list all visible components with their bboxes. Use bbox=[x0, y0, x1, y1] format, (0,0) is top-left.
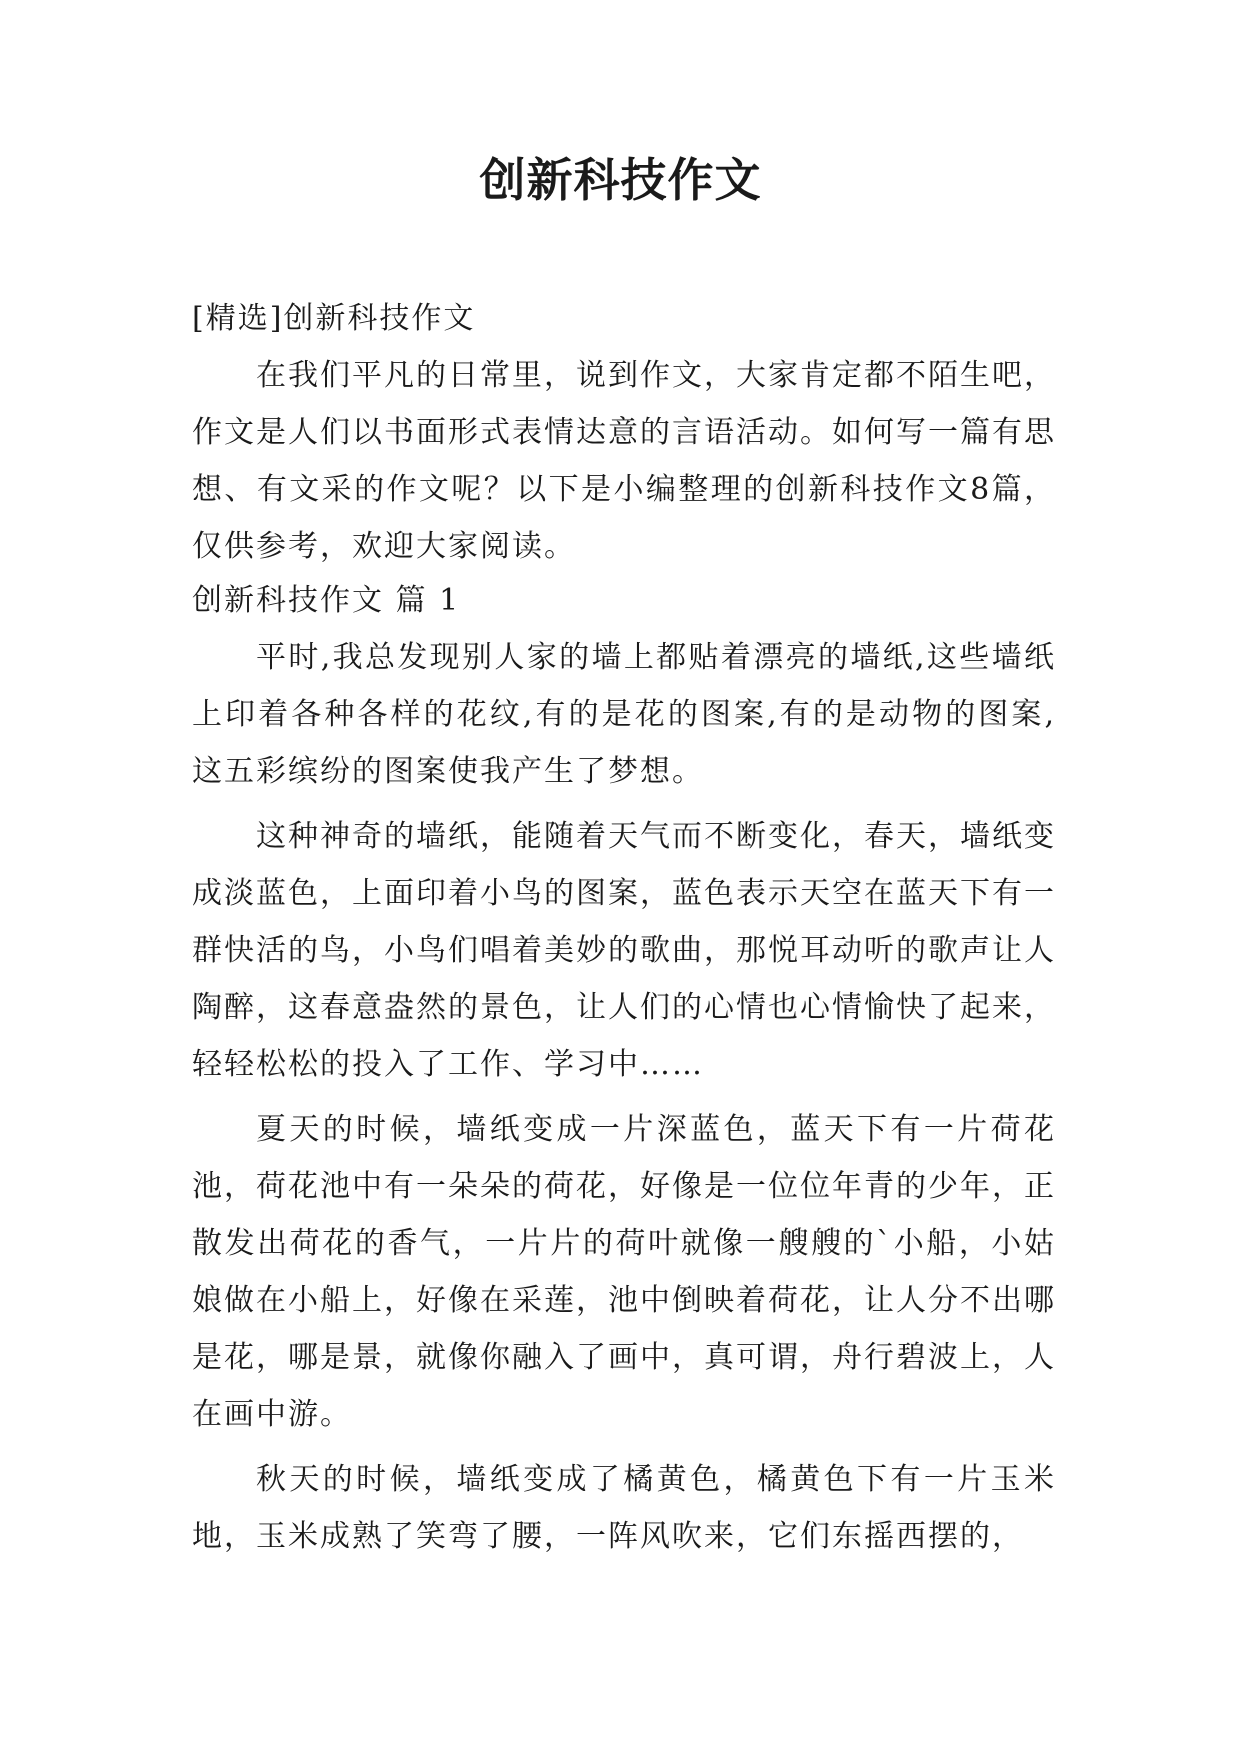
body-paragraph: 夏天的时候，墙纸变成一片深蓝色，蓝天下有一片荷花池，荷花池中有一朵朵的荷花，好像是一位位年青的少年，正散发出荷花的香气，一片片的荷叶就像一艘艘的`小船，小姑娘做在小船上，好像在采莲，池中倒映着荷花，让人分不出哪是花，哪是景，就像你融入了画中，真可谓，舟行碧波上，人在画中游。 bbox=[192, 1112, 1056, 1432]
intro-paragraph: 在我们平凡的日常里，说到作文，大家肯定都不陌生吧，作文是人们以书面形式表情达意的言语活动。如何写一篇有思想、有文采的作文呢？以下是小编整理的创新科技作文8篇，仅供参考，欢迎大家阅读。 bbox=[192, 358, 1056, 564]
section-heading: 创新科技作文 篇 1 bbox=[192, 583, 461, 618]
document-subtitle: [精选]创新科技作文 bbox=[192, 301, 476, 336]
document-title: 创新科技作文 bbox=[479, 153, 762, 207]
body-paragraph: 这种神奇的墙纸，能随着天气而不断变化，春天，墙纸变成淡蓝色，上面印着小鸟的图案，蓝色表示天空在蓝天下有一群快活的鸟，小鸟们唱着美妙的歌曲，那悦耳动听的歌声让人陶醉，这春意盎然的景色，让人们的心情也心情愉快了起来，轻轻松松的投入了工作、学习中…… bbox=[192, 819, 1056, 1082]
document-body bbox=[192, 290, 1056, 1565]
body-paragraph: 秋天的时候，墙纸变成了橘黄色，橘黄色下有一片玉米地，玉米成熟了笑弯了腰，一阵风吹来，它们东摇西摆的， bbox=[192, 1462, 1056, 1554]
body-paragraph: 平时,我总发现别人家的墙上都贴着漂亮的墙纸,这些墙纸上印着各种各样的花纹,有的是花的图案,有的是动物的图案,这五彩缤纷的图案使我产生了梦想。 bbox=[192, 640, 1056, 789]
